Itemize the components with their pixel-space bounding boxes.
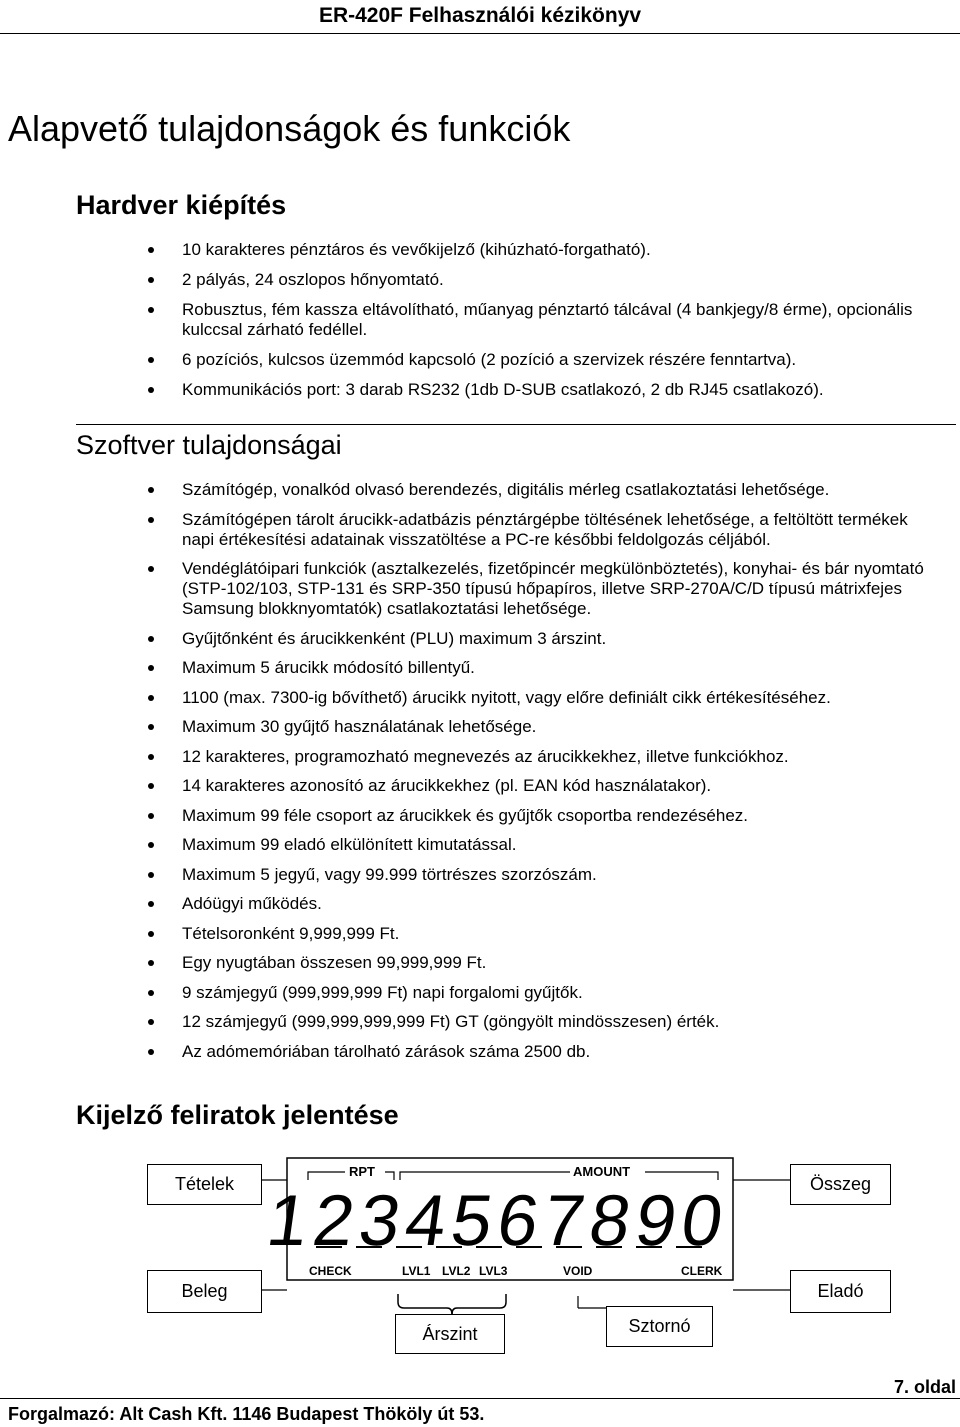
list-item: Maximum 5 jegyű, vagy 99.999 törtrészes szorzószám. xyxy=(0,865,942,885)
display-diagram xyxy=(0,1150,960,1360)
list-item: 1100 (max. 7300-ig bővíthető) árucikk nyitott, vagy előre definiált cikk értékesítéséhez. xyxy=(0,688,942,708)
void-label: VOID xyxy=(563,1264,593,1278)
rpt-bracket xyxy=(385,1172,394,1180)
list-item: 12 karakteres, programozható megnevezés az árucikkekhez, illetve funkciókhoz. xyxy=(0,747,942,767)
lvl3-label: LVL3 xyxy=(479,1264,508,1278)
page-number: 7. oldal xyxy=(893,1377,956,1397)
check-label: CHECK xyxy=(309,1264,352,1278)
display-digits: 1234567890 xyxy=(262,1181,734,1261)
list-item: Gyűjtőnként és árucikkenként (PLU) maximum 3 árszint. xyxy=(0,629,942,649)
manual-header-title: ER-420F Felhasználói kézikönyv xyxy=(318,4,642,27)
list-item: 10 karakteres pénztáros és vevőkijelző (kihúzható-forgatható). xyxy=(0,240,942,260)
header-rule xyxy=(0,33,960,34)
lvl2-label: LVL2 xyxy=(442,1264,471,1278)
list-item: 14 karakteres azonosító az árucikkekhez (pl. EAN kód használatakor). xyxy=(0,776,942,796)
software-section-title: Szoftver tulajdonságai xyxy=(76,430,342,460)
hardware-list xyxy=(0,240,942,410)
footer-rule xyxy=(0,1398,960,1399)
rpt-bracket xyxy=(308,1172,345,1180)
software-section-rule xyxy=(76,424,956,425)
amount-label: AMOUNT xyxy=(573,1164,631,1179)
list-item: 6 pozíciós, kulcsos üzemmód kapcsoló (2 pozíció a szervizek részére fenntartva). xyxy=(0,350,942,370)
amount-bracket xyxy=(400,1172,570,1180)
software-list xyxy=(0,480,942,1071)
list-item: Számítógépen tárolt árucikk-adatbázis pénztárgépbe töltésének lehetősége, a feltöltött termékek napi értékesítési adatainak visszatöltése a PC-re későbbi feldolgozás céljából. xyxy=(0,510,942,550)
list-item: Maximum 30 gyűjtő használatának lehetősége. xyxy=(0,717,942,737)
list-item: Robusztus, fém kassza eltávolítható, műanyag pénztartó tálcával (4 bankjegy/8 érme), opcionális kulccsal zárható fedéllel. xyxy=(0,300,942,340)
callout-elado: Eladó xyxy=(790,1270,891,1313)
list-item: 12 számjegyű (999,999,999,999 Ft) GT (göngyölt mindösszesen) érték. xyxy=(0,1012,942,1032)
list-item: Vendéglátóipari funkciók (asztalkezelés, fizetőpincér megkülönböztetés), konyhai- és bár nyomtató (STP-102/103, STP-131 és SRP-350 típusú hőpapíros, illetve SRP-270A/C/D típusú mátrixfejes Samsung blokknyomtatók) csatlakoztatási lehetősége. xyxy=(0,559,942,619)
lvl1-label: LVL1 xyxy=(402,1264,431,1278)
display-section-title: Kijelző feliratok jelentése xyxy=(76,1100,399,1130)
amount-bracket xyxy=(645,1172,718,1180)
list-item: Adóügyi működés. xyxy=(0,894,942,914)
list-item: Az adómemóriában tárolható zárások száma 2500 db. xyxy=(0,1042,942,1062)
list-item: Maximum 99 eladó elkülönített kimutatással. xyxy=(0,835,942,855)
callout-sztorno: Sztornó xyxy=(606,1306,713,1347)
callout-osszeg: Összeg xyxy=(790,1164,891,1205)
callout-tetelek: Tételek xyxy=(147,1164,262,1205)
list-item: Egy nyugtában összesen 99,999,999 Ft. xyxy=(0,953,942,973)
rpt-label: RPT xyxy=(349,1164,375,1179)
list-item: Tételsoronként 9,999,999 Ft. xyxy=(0,924,942,944)
list-item: Kommunikációs port: 3 darab RS232 (1db D-SUB csatlakozó, 2 db RJ45 csatlakozó). xyxy=(0,380,942,400)
list-item: Maximum 99 féle csoport az árucikkek és gyűjtők csoportba rendezéséhez. xyxy=(0,806,942,826)
hardware-section-title: Hardver kiépítés xyxy=(76,190,287,220)
list-item: Maximum 5 árucikk módosító billentyű. xyxy=(0,658,942,678)
list-item: Számítógép, vonalkód olvasó berendezés, digitális mérleg csatlakoztatási lehetősége. xyxy=(0,480,942,500)
callout-beleg: Beleg xyxy=(147,1270,262,1313)
callout-arszint: Árszint xyxy=(395,1314,505,1354)
clerk-label: CLERK xyxy=(681,1264,723,1278)
page-title: Alapvető tulajdonságok és funkciók xyxy=(8,108,571,149)
footer-distributor: Forgalmazó: Alt Cash Kft. 1146 Budapest Thököly út 53. xyxy=(8,1404,485,1424)
list-item: 9 számjegyű (999,999,999 Ft) napi forgalomi gyűjtők. xyxy=(0,983,942,1003)
list-item: 2 pályás, 24 oszlopos hőnyomtató. xyxy=(0,270,942,290)
